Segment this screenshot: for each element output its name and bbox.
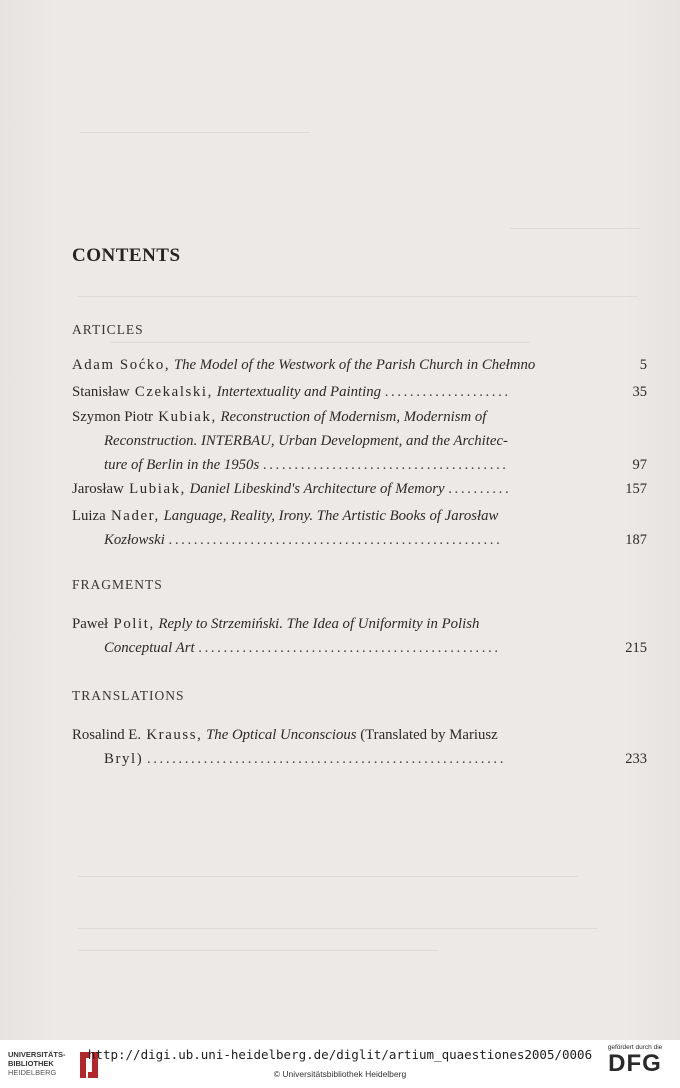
entry-note-line-2: Bryl): [104, 751, 144, 767]
entry-author: Adam Soćko,: [72, 357, 171, 373]
entry-page-number: 233: [625, 751, 647, 767]
entry-author-given: Stanisław: [72, 384, 130, 400]
entry-page-number: 187: [625, 532, 647, 548]
leader-dots: ....................: [384, 384, 511, 400]
entry-page-number: 97: [632, 457, 647, 473]
entry-author-family: Nader,: [111, 508, 160, 524]
entry-title-line-2: Conceptual Art: [104, 640, 195, 656]
entry-author-given: Paweł: [72, 616, 109, 632]
section-heading-articles: ARTICLES: [72, 322, 144, 337]
entry-page-number: 5: [639, 357, 647, 373]
viewer-footer: [0, 1040, 680, 1088]
entry-author-given: Luiza: [72, 508, 106, 524]
entry-page-number: 215: [625, 640, 647, 656]
entry-author-family: Polit,: [113, 616, 155, 632]
copyright-notice: © Universitätsbibliothek Heidelberg: [273, 1069, 407, 1079]
entry-author-family: Lubiak,: [129, 481, 186, 497]
leader-dots: ..........: [448, 481, 512, 497]
entry-title-line-1: Language, Reality, Irony. The Artistic Books of Jarosław: [163, 508, 499, 524]
entry-title: Intertextuality and Painting: [216, 384, 382, 400]
toc-entry-socko[interactable]: [72, 353, 647, 377]
entry-author-given: Szymon Piotr: [72, 409, 153, 425]
entry-page-number: 35: [632, 384, 647, 400]
library-name-line-2: BIBLIOTHEK: [8, 1059, 54, 1068]
funded-by-label: gefördert durch die: [607, 1044, 663, 1051]
leader-dots: .......................................: [262, 457, 509, 473]
section-heading-translations: TRANSLATIONS: [72, 688, 185, 703]
entry-title: Daniel Libeskind's Architecture of Memory: [189, 481, 445, 497]
dfg-wordmark: DFG: [608, 1050, 662, 1077]
entry-author-family: Kubiak,: [158, 409, 217, 425]
toc-entry-nader[interactable]: [72, 504, 647, 552]
entry-title-line-2: Kozłowski: [104, 532, 165, 548]
leader-dots: .....................................................: [168, 532, 503, 548]
toc-entry-czekalski[interactable]: [72, 380, 647, 404]
toc-entry-lubiak[interactable]: [72, 477, 647, 501]
entry-author-family: Krauss,: [146, 727, 203, 743]
permalink-url[interactable]: http://digi.ub.uni-heidelberg.de/diglit/artium_quaestiones2005/0006: [87, 1047, 593, 1062]
entry-title-line-3: ture of Berlin in the 1950s: [104, 457, 260, 473]
toc-entry-krauss[interactable]: [72, 723, 647, 771]
entry-title: The Model of the Westwork of the Parish Church in Chełmno: [173, 357, 536, 373]
page-title: CONTENTS: [72, 245, 181, 266]
leader-dots: ................................................: [198, 640, 501, 656]
entry-title-line-1: Reconstruction of Modernism, Modernism of: [220, 409, 487, 425]
entry-title: The Optical Unconscious: [206, 727, 357, 743]
entry-title-line-1: Reply to Strzemiński. The Idea of Uniformity in Polish: [158, 616, 480, 632]
toc-entry-polit[interactable]: [72, 612, 647, 660]
toc-entry-kubiak[interactable]: [72, 405, 647, 477]
section-heading-fragments: FRAGMENTS: [72, 577, 163, 592]
entry-author-given: Jarosław: [72, 481, 124, 497]
entry-title-line-2: Reconstruction. INTERBAU, Urban Development, and the Architec-: [104, 433, 508, 449]
library-name-line-3: HEIDELBERG: [8, 1068, 57, 1077]
entry-note-line-1: (Translated by Mariusz: [360, 727, 498, 743]
entry-page-number: 157: [625, 481, 647, 497]
leader-dots: .........................................................: [146, 751, 506, 767]
dfg-logo[interactable]: [600, 1044, 670, 1077]
entry-author-given: Rosalind E.: [72, 727, 142, 743]
entry-author-family: Czekalski,: [134, 384, 213, 400]
library-name-line-1: UNIVERSITÄTS-: [8, 1050, 66, 1059]
